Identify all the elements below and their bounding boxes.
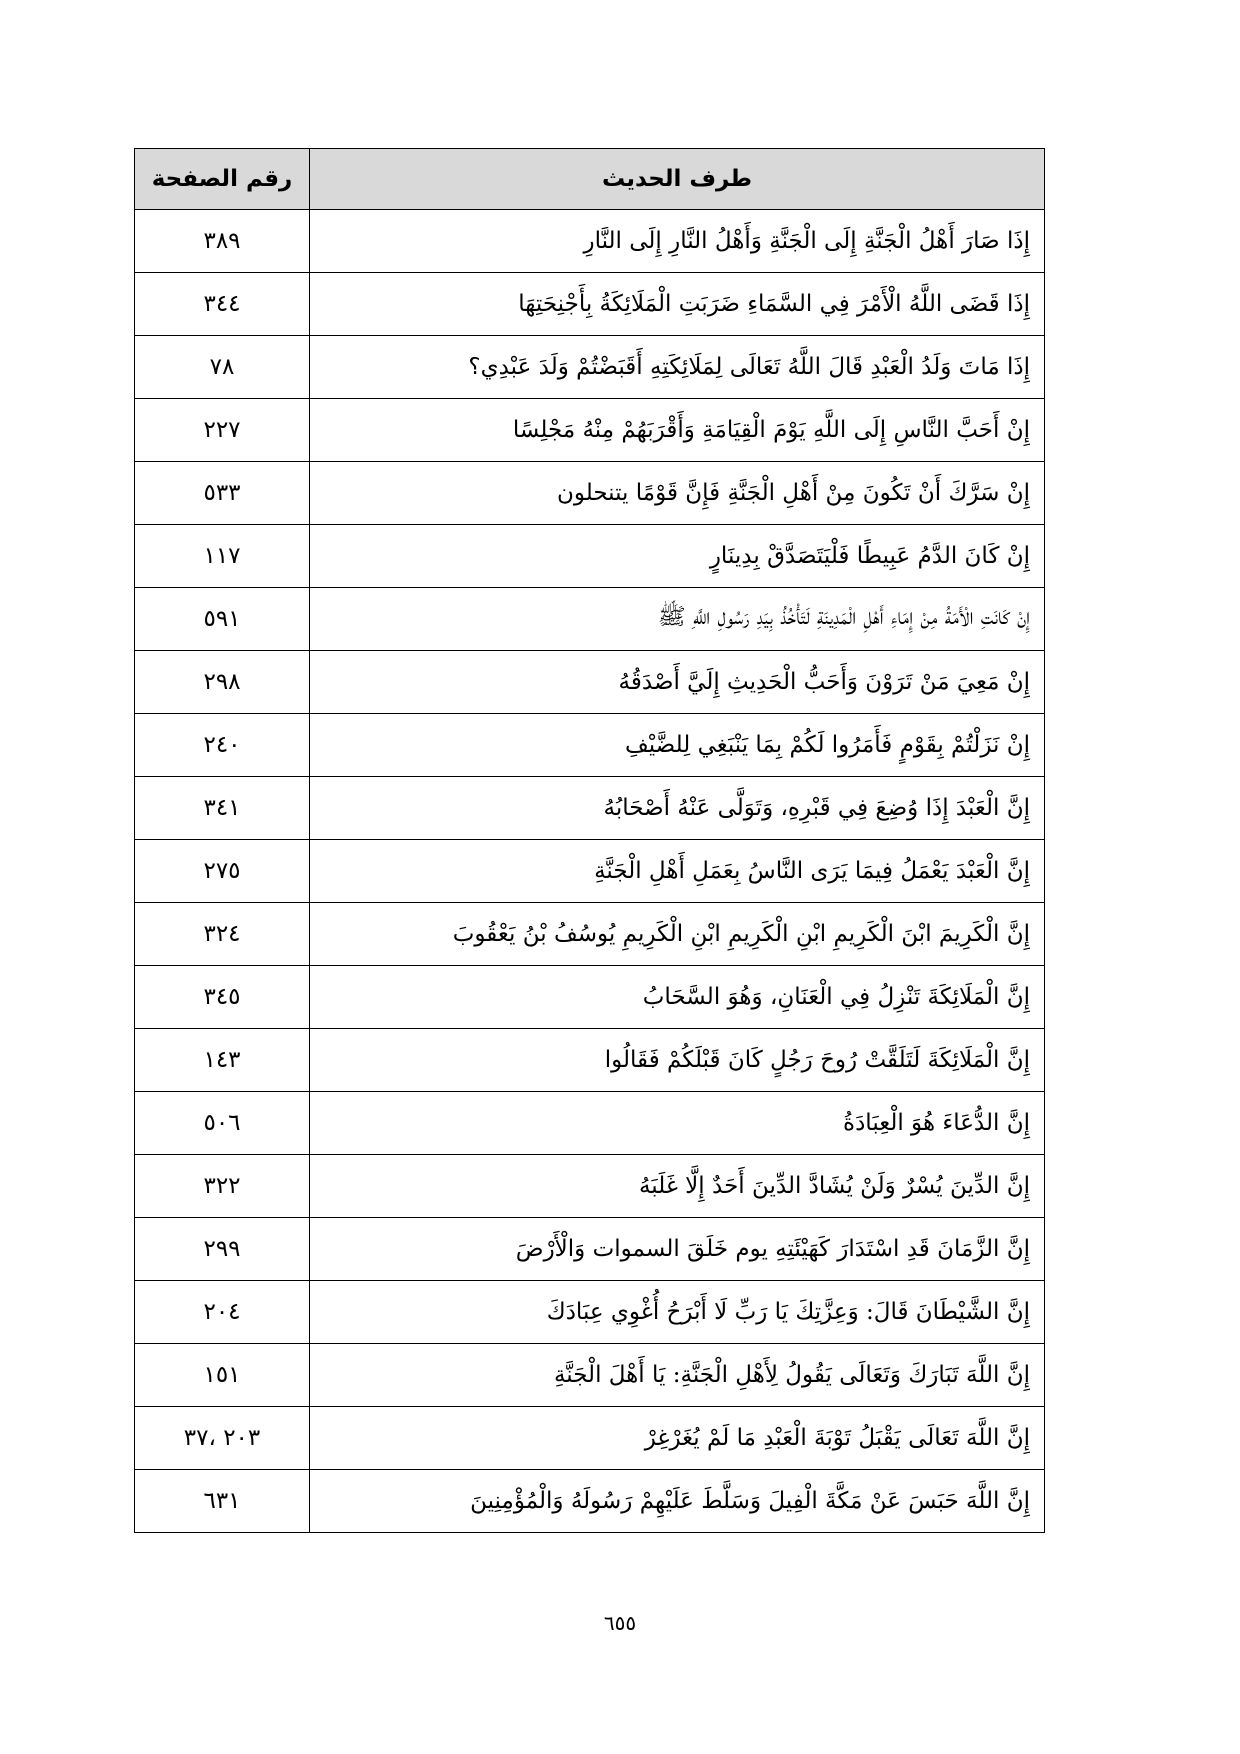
page-reference: ٢٤٠ — [135, 714, 310, 777]
page-reference: ٢٠٤ — [135, 1281, 310, 1344]
hadith-excerpt: إِنَّ الدُّعَاءَ هُوَ الْعِبَادَةُ — [310, 1092, 1045, 1155]
table-row — [135, 1218, 1045, 1281]
page-reference: ٢٩٩ — [135, 1218, 310, 1281]
page-reference: ٣٤١ — [135, 777, 310, 840]
hadith-excerpt: إِنْ كَانَ الدَّمُ عَبِيطًا فَلْيَتَصَدَّقْ بِدِينَارٍ — [310, 525, 1045, 588]
table-row — [135, 903, 1045, 966]
hadith-excerpt: إِنَّ الْمَلَائِكَةَ لَتَلَقَّتْ رُوحَ رَجُلٍ كَانَ قَبْلَكُمْ فَقَالُوا — [310, 1029, 1045, 1092]
page-reference: ٣٨٩ — [135, 210, 310, 273]
page-reference: ٣٢٢ — [135, 1155, 310, 1218]
table-row — [135, 1155, 1045, 1218]
table-body — [135, 210, 1045, 1533]
table-row — [135, 462, 1045, 525]
table-row — [135, 840, 1045, 903]
hadith-index-table — [134, 148, 1045, 1533]
table-row — [135, 714, 1045, 777]
table-row — [135, 336, 1045, 399]
page-reference: ٣٤٥ — [135, 966, 310, 1029]
table-row — [135, 525, 1045, 588]
hadith-excerpt: إِنَّ اللَّهَ تَعَالَى يَقْبَلُ تَوْبَةَ الْعَبْدِ مَا لَمْ يُغَرْغِرْ — [310, 1407, 1045, 1470]
table-row — [135, 399, 1045, 462]
page-reference: ٦٣١ — [135, 1470, 310, 1533]
page-reference: ٢٧٥ — [135, 840, 310, 903]
hadith-excerpt: إِنْ مَعِيَ مَنْ تَرَوْنَ وَأَحَبُّ الْحَدِيثِ إِلَيَّ أَصْدَقُهُ — [310, 651, 1045, 714]
page-reference: ٣٢٤ — [135, 903, 310, 966]
page-reference: ٥٠٦ — [135, 1092, 310, 1155]
page-reference: ١١٧ — [135, 525, 310, 588]
hadith-excerpt: إِنَّ الزَّمَانَ قَدِ اسْتَدَارَ كَهَيْئَتِهِ يوم خَلَقَ السموات وَالْأَرْضَ — [310, 1218, 1045, 1281]
page-reference: ٥٣٣ — [135, 462, 310, 525]
hadith-excerpt: إِنَّ الْعَبْدَ يَعْمَلُ فِيمَا يَرَى النَّاسُ بِعَمَلِ أَهْلِ الْجَنَّةِ — [310, 840, 1045, 903]
header-page-number: رقم الصفحة — [135, 149, 310, 210]
table-row — [135, 777, 1045, 840]
table-row — [135, 1092, 1045, 1155]
page-reference: ١٤٣ — [135, 1029, 310, 1092]
page-reference: ١٥١ — [135, 1344, 310, 1407]
page-reference: ٢٠٣ ،٣٧ — [135, 1407, 310, 1470]
page-reference: ٣٤٤ — [135, 273, 310, 336]
hadith-excerpt: إِذَا مَاتَ وَلَدُ الْعَبْدِ قَالَ اللَّهُ تَعَالَى لِمَلَائِكَتِهِ أَقَبَضْتُمْ وَلَدَ عَبْدِي؟ — [310, 336, 1045, 399]
page-number: ٦٥٥ — [603, 1611, 637, 1635]
page-reference: ٢٩٨ — [135, 651, 310, 714]
header-hadith-excerpt: طرف الحديث — [310, 149, 1045, 210]
hadith-excerpt: إِنَّ اللَّهَ تَبَارَكَ وَتَعَالَى يَقُولُ لِأَهْلِ الْجَنَّةِ: يَا أَهْلَ الْجَنَّةِ — [310, 1344, 1045, 1407]
hadith-excerpt: إِنَّ الدِّينَ يُسْرٌ وَلَنْ يُشَادَّ الدِّينَ أَحَدٌ إِلَّا غَلَبَهُ — [310, 1155, 1045, 1218]
hadith-excerpt: إِذَا صَارَ أَهْلُ الْجَنَّةِ إِلَى الْجَنَّةِ وَأَهْلُ النَّارِ إِلَى النَّارِ — [310, 210, 1045, 273]
table-row — [135, 210, 1045, 273]
hadith-excerpt: إِنَّ الْكَرِيمَ ابْنَ الْكَرِيمِ ابْنِ الْكَرِيمِ ابْنِ الْكَرِيمِ يُوسُفُ بْنُ يَعْقُوبَ — [310, 903, 1045, 966]
table-row — [135, 588, 1045, 651]
header-row — [135, 149, 1045, 210]
page-reference: ٥٩١ — [135, 588, 310, 651]
hadith-excerpt: إِنَّ الْمَلَائِكَةَ تَنْزِلُ فِي الْعَنَانِ، وَهُوَ السَّحَابُ — [310, 966, 1045, 1029]
table-row — [135, 1344, 1045, 1407]
table-row — [135, 1470, 1045, 1533]
hadith-excerpt: إِنَّ الْعَبْدَ إِذَا وُضِعَ فِي قَبْرِهِ، وَتَوَلَّى عَنْهُ أَصْحَابُهُ — [310, 777, 1045, 840]
hadith-excerpt: إِنْ سَرَّكَ أَنْ تَكُونَ مِنْ أَهْلِ الْجَنَّةِ فَإِنَّ قَوْمًا يتنحلون — [310, 462, 1045, 525]
hadith-excerpt: إِنْ نَزَلْتُمْ بِقَوْمٍ فَأَمَرُوا لَكُمْ بِمَا يَنْبَغِي لِلضَّيْفِ — [310, 714, 1045, 777]
page-reference: ٧٨ — [135, 336, 310, 399]
table-row — [135, 966, 1045, 1029]
hadith-excerpt: إِنَّ اللَّهَ حَبَسَ عَنْ مَكَّةَ الْفِيلَ وَسَلَّطَ عَلَيْهِمْ رَسُولَهُ وَالْمُؤْمِنِينَ — [310, 1470, 1045, 1533]
table-header — [135, 149, 1045, 210]
page-reference: ٢٢٧ — [135, 399, 310, 462]
table-row — [135, 1029, 1045, 1092]
table-row — [135, 1281, 1045, 1344]
hadith-excerpt: إِذَا قَضَى اللَّهُ الْأَمْرَ فِي السَّمَاءِ ضَرَبَتِ الْمَلَائِكَةُ بِأَجْنِحَتِهَا — [310, 273, 1045, 336]
table-row — [135, 1407, 1045, 1470]
table-row — [135, 651, 1045, 714]
hadith-excerpt: إِنَّ الشَّيْطَانَ قَالَ: وَعِزَّتِكَ يَا رَبِّ لَا أَبْرَحُ أُغْوِي عِبَادَكَ — [310, 1281, 1045, 1344]
hadith-excerpt: إِنْ كَانَتِ الْأَمَةُ مِنْ إِمَاءِ أَهْلِ الْمَدِينَةِ لَتَأْخُذُ بِيَدِ رَسُولِ اللَّهِ ﷺ — [310, 588, 1045, 651]
hadith-excerpt: إِنْ أَحَبَّ النَّاسِ إِلَى اللَّهِ يَوْمَ الْقِيَامَةِ وَأَقْرَبَهُمْ مِنْهُ مَجْلِسًا — [310, 399, 1045, 462]
table-row — [135, 273, 1045, 336]
